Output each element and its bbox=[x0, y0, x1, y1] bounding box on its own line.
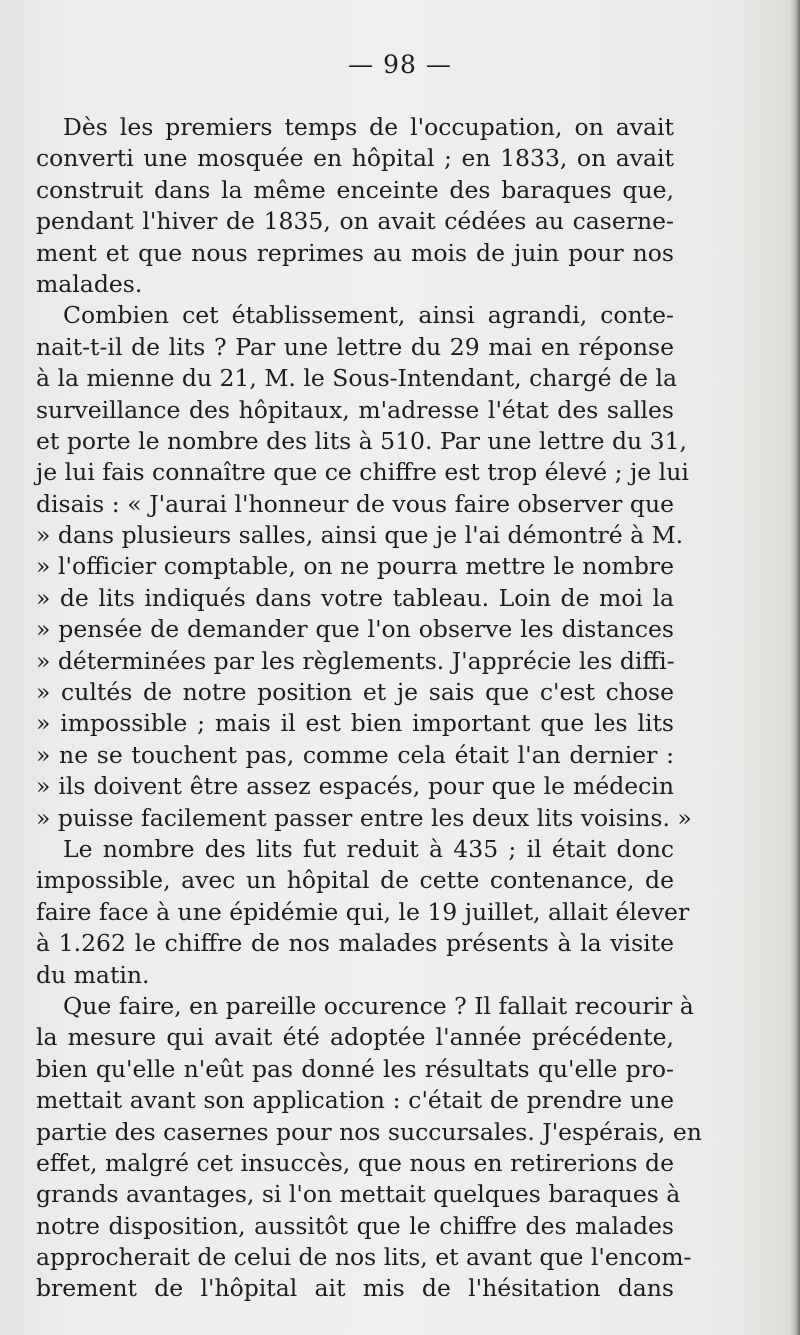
text-line: partie des casernes pour nos succursales. J'espérais, en bbox=[36, 1117, 702, 1146]
text-line: faire face à une épidémie qui, le 19 juillet, allait élever bbox=[36, 897, 690, 926]
text-line: à 1.262 le chiffre de nos malades présents à la visite bbox=[36, 929, 674, 958]
text-line: » pensée de demander que l'on observe les distances bbox=[36, 615, 674, 644]
text-line: impossible, avec un hôpital de cette contenance, de bbox=[36, 866, 674, 895]
text-line: effet, malgré cet insuccès, que nous en retirerions de bbox=[36, 1148, 674, 1177]
text-line: grands avantages, si l'on mettait quelques baraques à bbox=[36, 1180, 681, 1209]
text-line: » l'officier comptable, on ne pourra mettre le nombre bbox=[36, 552, 674, 581]
text-line: je lui fais connaître que ce chiffre est trop élevé ; je lui bbox=[36, 458, 689, 487]
text-line: approcherait de celui de nos lits, et avant que l'encom- bbox=[36, 1243, 692, 1272]
text-line: bien qu'elle n'eût pas donné les résultats qu'elle pro- bbox=[36, 1054, 674, 1083]
text-line: » ne se touchent pas, comme cela était l'an dernier : bbox=[36, 740, 674, 769]
text-line: brement de l'hôpital ait mis de l'hésitation dans bbox=[36, 1274, 674, 1303]
text-line: malades. bbox=[36, 269, 143, 298]
text-line: » déterminées par les règlements. J'apprécie les diffi- bbox=[36, 646, 675, 675]
text-line: Que faire, en pareille occurence ? Il fallait recourir à bbox=[63, 991, 694, 1020]
text-line: à la mienne du 21, M. le Sous-Intendant, chargé de la bbox=[36, 364, 677, 393]
text-line: » de lits indiqués dans votre tableau. Loin de moi la bbox=[36, 583, 674, 612]
text-line: surveillance des hôpitaux, m'adresse l'état des salles bbox=[36, 395, 674, 424]
text-line: » puisse facilement passer entre les deux lits voisins. » bbox=[36, 803, 692, 832]
text-line: nait-t-il de lits ? Par une lettre du 29 mai en réponse bbox=[36, 332, 674, 361]
text-line: notre disposition, aussitôt que le chiffre des malades bbox=[36, 1211, 674, 1240]
page-number: — 98 — bbox=[348, 50, 452, 79]
text-line: » dans plusieurs salles, ainsi que je l'ai démontré à M. bbox=[36, 521, 684, 550]
text-line: Dès les premiers temps de l'occupation, on avait bbox=[63, 113, 674, 141]
text-line: » cultés de notre position et je sais que c'est chose bbox=[36, 678, 674, 707]
text-line: pendant l'hiver de 1835, on avait cédées au caserne- bbox=[36, 207, 674, 236]
text-line: » impossible ; mais il est bien important que les lits bbox=[36, 709, 674, 738]
text-line: mettait avant son application : c'était de prendre une bbox=[36, 1086, 674, 1115]
text-line: disais : « J'aurai l'honneur de vous faire observer que bbox=[36, 489, 674, 518]
text-line: ment et que nous reprimes au mois de juin pour nos bbox=[36, 238, 674, 267]
text-line: converti une mosquée en hôpital ; en 1833, on avait bbox=[36, 144, 674, 173]
body-text bbox=[36, 112, 702, 1305]
page-edge-shadow bbox=[790, 0, 800, 1335]
text-line: » ils doivent être assez espacés, pour que le médecin bbox=[36, 772, 674, 801]
text-line: Combien cet établissement, ainsi agrandi, conte- bbox=[63, 301, 674, 330]
text-line: et porte le nombre des lits à 510. Par une lettre du 31, bbox=[36, 426, 688, 455]
text-line: construit dans la même enceinte des baraques que, bbox=[36, 175, 674, 204]
text-line: du matin. bbox=[36, 960, 150, 989]
text-line: la mesure qui avait été adoptée l'année précédente, bbox=[36, 1023, 674, 1052]
text-line: Le nombre des lits fut reduit à 435 ; il était donc bbox=[63, 834, 674, 863]
